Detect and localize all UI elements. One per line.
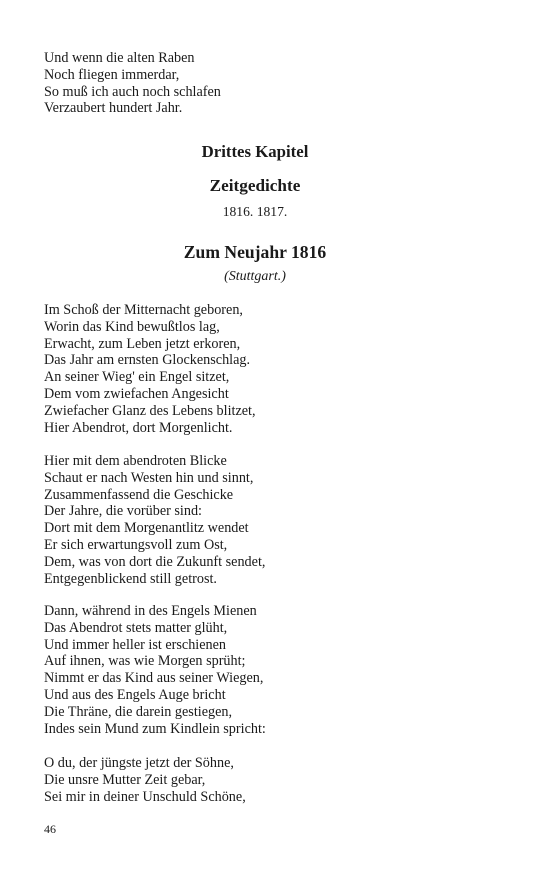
verse-line: Nimmt er das Kind aus seiner Wiegen, [44,670,264,687]
verse-line: Worin das Kind bewußtlos lag, [44,318,220,335]
verse-line: Indes sein Mund zum Kindlein spricht: [44,720,266,737]
verse-line: Entgegenblickend still getrost. [44,570,217,587]
verse-line: Erwacht, zum Leben jetzt erkoren, [44,335,241,352]
verse-line: Dann, während in des Engels Mienen [44,603,257,619]
verse-line: Hier mit dem abendroten Blicke [44,453,227,469]
intro-stanza [44,50,221,117]
verse-line: Im Schoß der Mitternacht geboren, [44,302,243,318]
verse-line: Dem, was von dort die Zukunft sendet, [44,553,266,570]
chapter-heading: Drittes Kapitel [201,142,309,161]
section-title: Zeitgedichte [209,176,301,195]
verse-line: Zwiefacher Glanz des Lebens blitzet, [44,402,256,419]
verse-line: Die Thräne, die darein gestiegen, [44,703,233,720]
poem-place: (Stuttgart.) [224,269,286,284]
verse-line: Er sich erwartungsvoll zum Ost, [44,536,228,553]
verse-line: An seiner Wieg' ein Engel sitzet, [44,369,230,386]
verse-line: Dort mit dem Morgenantlitz wendet [44,520,249,537]
poem-title: Zum Neujahr 1816 [183,242,327,262]
verse-line: Verzaubert hundert Jahr. [44,100,183,117]
verse-line: Der Jahre, die vorüber sind: [44,503,202,520]
verse-line: Und wenn die alten Raben [44,50,195,66]
page-number: 46 [44,822,56,836]
verse-line: Die unsre Mutter Zeit gebar, [44,771,206,788]
verse-line: Auf ihnen, was wie Morgen sprüht; [44,653,246,670]
verse-line: Hier Abendrot, dort Morgenlicht. [44,419,233,436]
verse-line: So muß ich auch noch schlafen [44,83,221,100]
verse-line: Noch fliegen immerdar, [44,66,180,83]
stanza-4 [44,755,246,805]
verse-line: Sei mir in deiner Unschuld Schöne, [44,788,246,805]
stanza-3 [44,603,266,737]
section-years: 1816. 1817. [222,204,288,219]
verse-line: Dem vom zwiefachen Angesicht [44,385,229,402]
verse-line: O du, der jüngste jetzt der Söhne, [44,755,234,771]
verse-line: Das Abendrot stets matter glüht, [44,619,228,636]
verse-line: Und immer heller ist erschienen [44,636,227,653]
verse-line: Zusammenfassend die Geschicke [44,486,234,503]
stanza-2 [44,453,265,587]
verse-line: Schaut er nach Westen hin und sinnt, [44,469,254,486]
verse-line: Das Jahr am ernsten Glockenschlag. [44,352,251,369]
stanza-1 [44,302,256,436]
verse-line: Und aus des Engels Auge bricht [44,686,226,703]
